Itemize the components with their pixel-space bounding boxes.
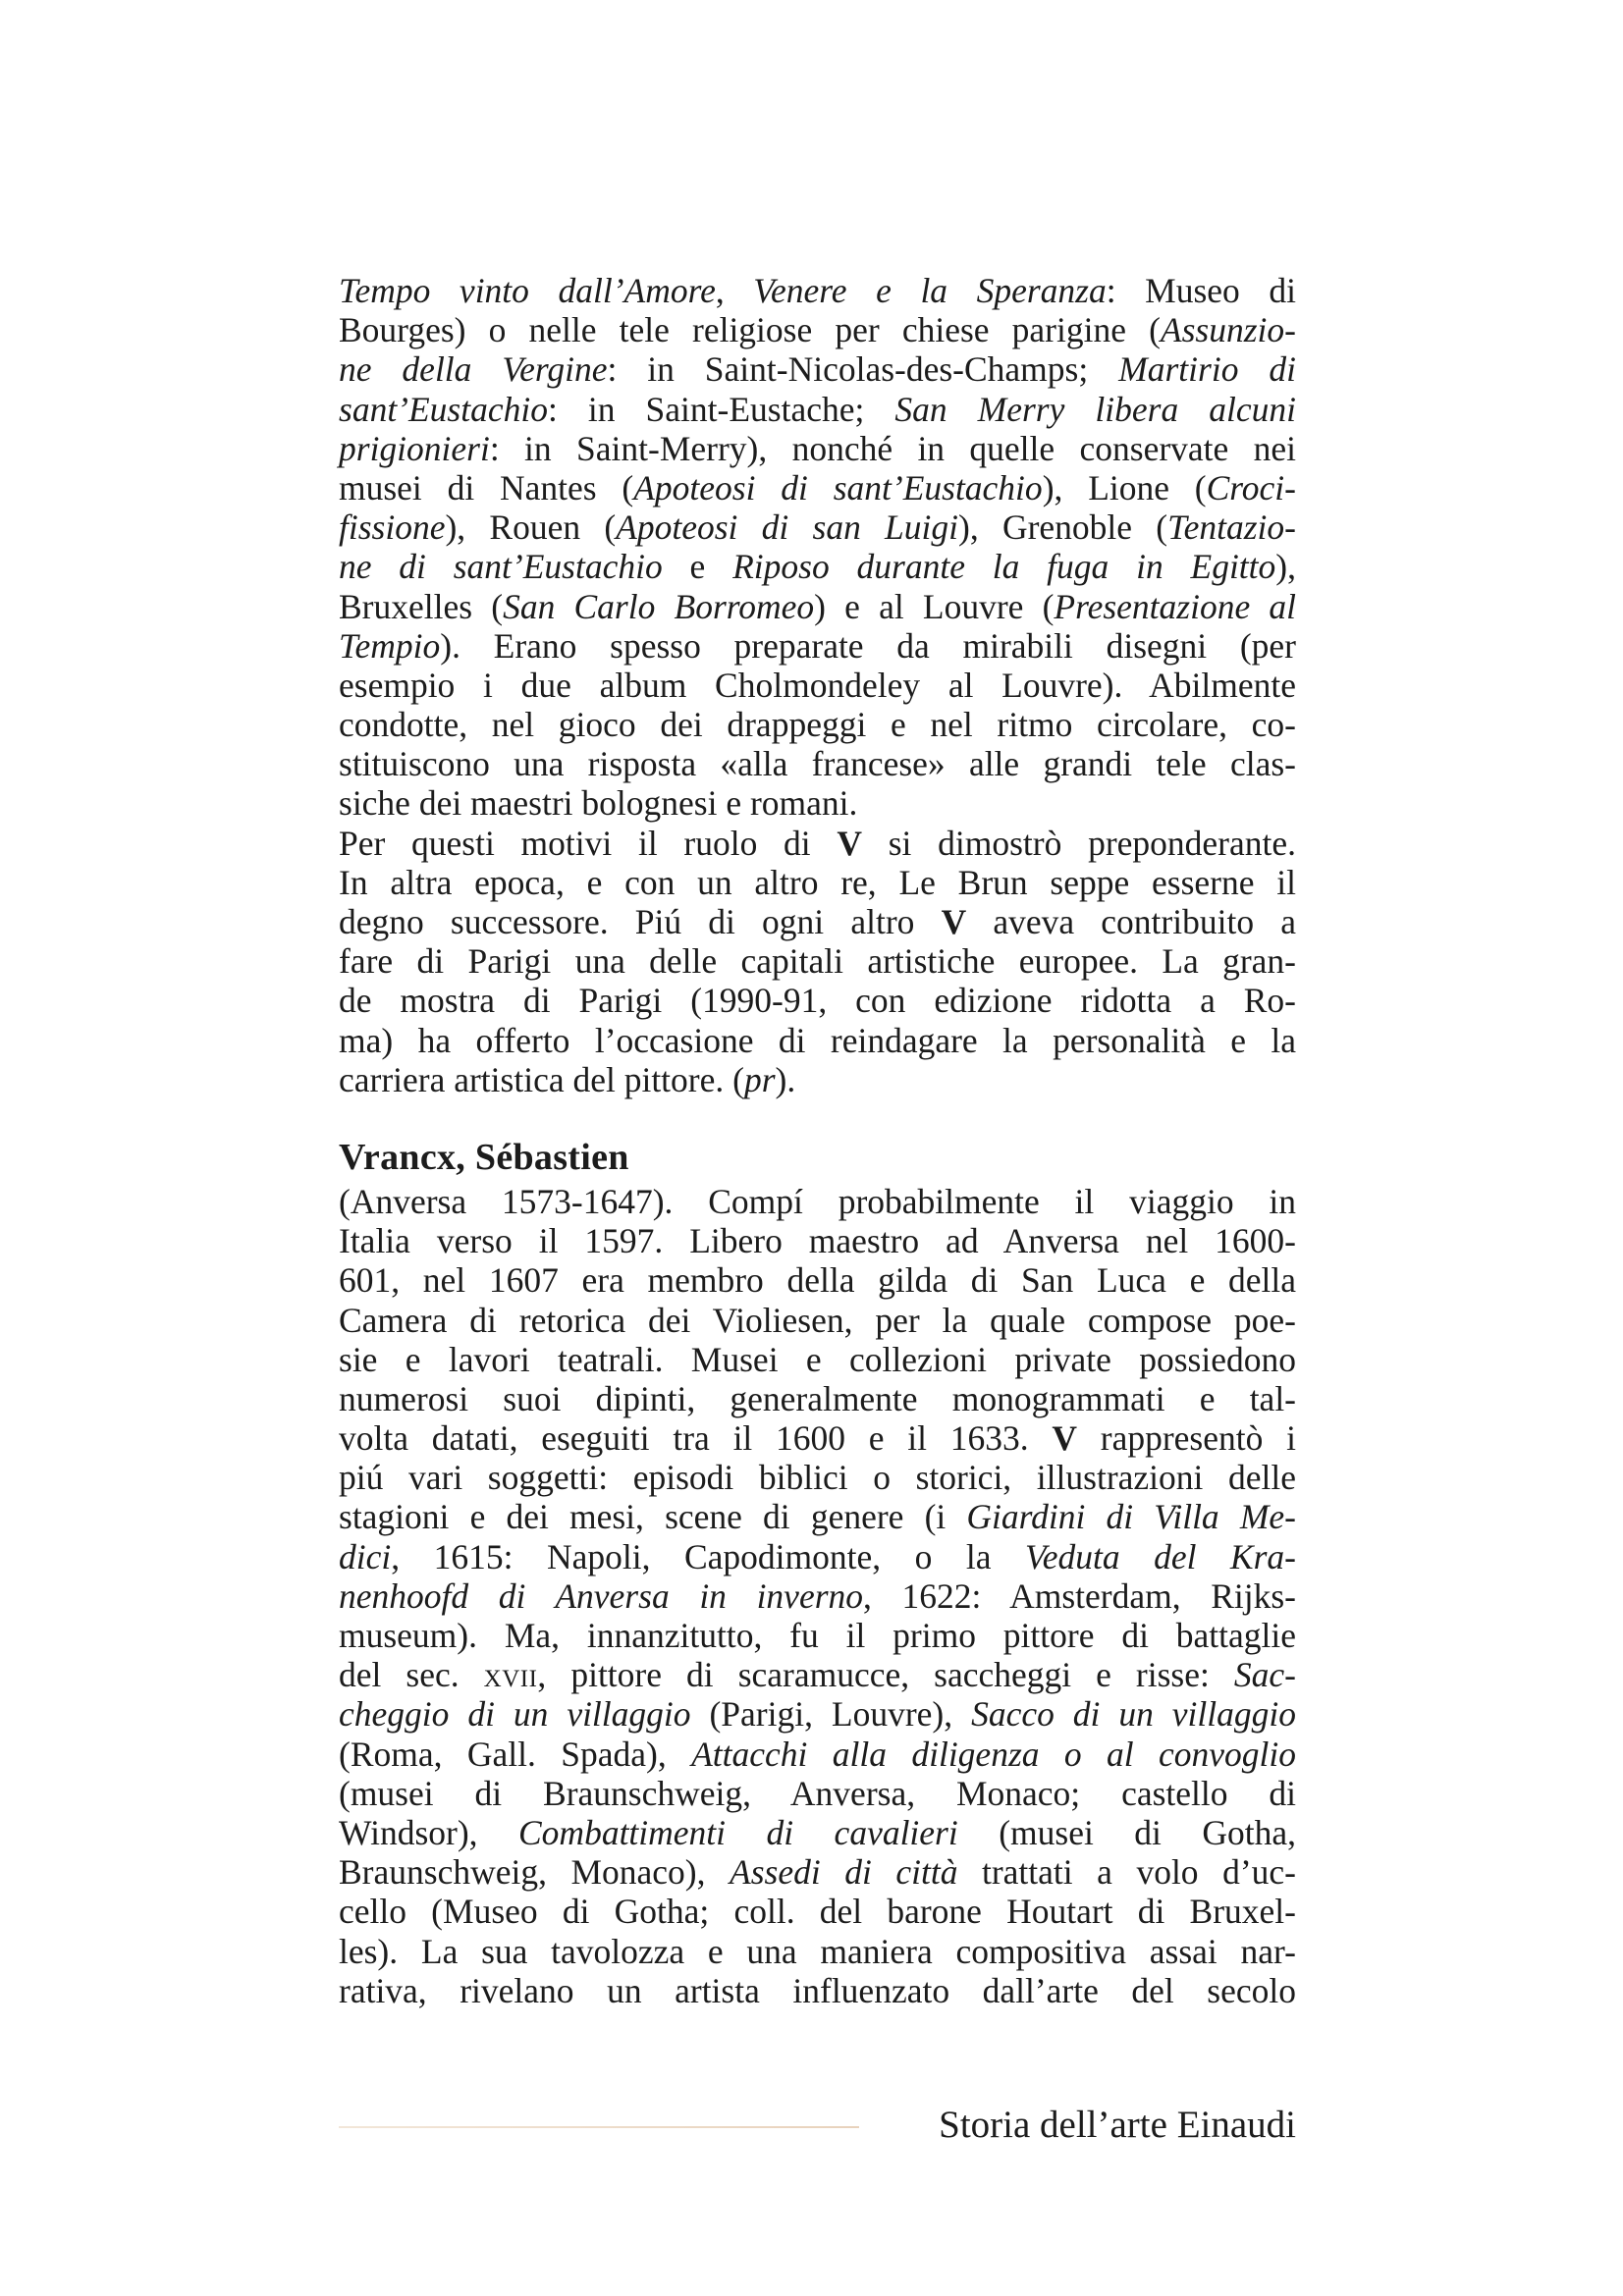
text-run: Bruxelles ( xyxy=(339,586,504,626)
text-line xyxy=(339,310,1296,349)
italic-run: Presentazione al xyxy=(1054,586,1297,626)
text-line xyxy=(339,1221,1296,1260)
text-line xyxy=(339,981,1296,1020)
text-run: musei di Nantes ( xyxy=(339,467,634,507)
text-run: museum). Ma, innanzitutto, fu il primo pittore di battaglie xyxy=(339,1616,1296,1655)
italic-run: Giardini di Villa Me- xyxy=(966,1497,1296,1537)
text-line xyxy=(339,1021,1296,1060)
bold-run: V xyxy=(837,823,863,863)
italic-run: Martirio di xyxy=(1118,349,1296,390)
italic-run: dici xyxy=(339,1536,392,1576)
text-run: : in Saint-Merry), nonché in quelle conservate nei xyxy=(489,428,1296,468)
text-run: Italia verso il 1597. Libero maestro ad Anversa nel 1600- xyxy=(339,1221,1296,1261)
text-run: degno successore. Piú di ogni altro xyxy=(339,902,942,941)
text-line xyxy=(339,666,1296,705)
text-run: cello (Museo di Gotha; coll. del barone Houtart di Bruxel- xyxy=(339,1892,1296,1932)
text-line xyxy=(339,1655,1296,1694)
text-run: , pittore di scaramucce, saccheggi e risse: xyxy=(537,1655,1234,1695)
text-run: ), Rouen ( xyxy=(445,507,617,548)
italic-run: fissione xyxy=(339,507,446,548)
text-run: condotte, nel gioco dei drappeggi e nel ritmo circolare, co- xyxy=(339,705,1296,745)
text-line xyxy=(339,705,1296,744)
entry-title: Vrancx, Sébastien xyxy=(339,1136,629,1178)
smallcaps-run: xvii xyxy=(483,1655,538,1695)
text-line xyxy=(339,863,1296,902)
text-run: ). Erano spesso preparate da mirabili disegni (per xyxy=(440,625,1296,666)
text-line xyxy=(339,744,1296,783)
text-line xyxy=(339,587,1296,626)
italic-run: Combattimenti di cavalieri xyxy=(518,1812,958,1852)
text-run: ). xyxy=(775,1059,796,1099)
text-run: (Roma, Gall. Spada), xyxy=(339,1734,692,1774)
text-line xyxy=(339,1060,1296,1099)
text-line xyxy=(339,1182,1296,1221)
italic-run: Apoteosi di sant’Eustachio xyxy=(633,467,1043,507)
text-line xyxy=(339,547,1296,586)
text-line xyxy=(339,1301,1296,1340)
text-line xyxy=(339,1616,1296,1655)
italic-run: nenhoofd di Anversa in inverno xyxy=(339,1575,864,1616)
text-run: Bourges) o nelle tele religiose per chiese parigine ( xyxy=(339,310,1161,350)
italic-run: prigionieri xyxy=(339,428,490,468)
text-run: piú vari soggetti: episodi biblici o storici, illustrazioni delle xyxy=(339,1458,1296,1498)
text-line xyxy=(339,1576,1296,1616)
text-run: aveva contribuito a xyxy=(966,902,1297,941)
text-line xyxy=(339,1813,1296,1852)
italic-run: Tempo vinto dall’Amore xyxy=(339,271,716,310)
text-run: carriera artistica del pittore. ( xyxy=(339,1059,744,1099)
italic-run: Sac- xyxy=(1233,1655,1296,1695)
paragraph-continuation xyxy=(339,271,1296,824)
text-run: ma) ha offerto l’occasione di reindagare la personalità e la xyxy=(339,1020,1296,1060)
italic-run: Venere e la Speranza xyxy=(753,271,1107,310)
text-line xyxy=(339,1418,1296,1458)
paragraph-conclusion xyxy=(339,824,1296,1099)
footer-rule xyxy=(339,2126,859,2128)
italic-run: pr xyxy=(743,1059,776,1099)
text-line xyxy=(339,1774,1296,1813)
text-run: stituiscono una risposta «alla francese» alle grandi tele clas- xyxy=(339,744,1296,784)
text-run: rappresentò i xyxy=(1077,1418,1296,1459)
bold-run: V xyxy=(1052,1418,1078,1459)
text-line xyxy=(339,271,1296,310)
text-run: : Museo di xyxy=(1106,271,1296,310)
text-run: esempio i due album Cholmondeley al Louvre). Abilmente xyxy=(339,665,1296,705)
text-run: Per questi motivi il ruolo di xyxy=(339,823,838,863)
text-line xyxy=(339,902,1296,941)
text-run: fare di Parigi una delle capitali artistiche europee. La gran- xyxy=(339,941,1296,982)
text-run: del sec. xyxy=(339,1655,484,1695)
text-run: ), Lione ( xyxy=(1042,467,1207,507)
text-run: , 1615: Napoli, Capodimonte, o la xyxy=(391,1536,1025,1576)
text-run: e xyxy=(662,547,733,587)
text-line xyxy=(339,1852,1296,1892)
italic-run: cheggio di un villaggio xyxy=(339,1694,691,1735)
text-line xyxy=(339,1932,1296,1971)
italic-run: Croci- xyxy=(1206,467,1296,507)
text-run: (musei di Gotha, xyxy=(957,1812,1296,1852)
text-run: ), Grenoble ( xyxy=(958,507,1168,548)
italic-run: San Merry libera alcuni xyxy=(894,389,1296,429)
text-line xyxy=(339,429,1296,468)
text-run: (Parigi, Louvre), xyxy=(690,1694,972,1735)
text-line xyxy=(339,1537,1296,1576)
text-run: Windsor), xyxy=(339,1812,518,1852)
footer-title: Storia dell’arte Einaudi xyxy=(939,2104,1296,2146)
italic-run: Assedi di città xyxy=(730,1852,958,1893)
italic-run: Tentazio- xyxy=(1167,507,1296,548)
text-run: Camera di retorica dei Violiesen, per la quale compose poe- xyxy=(339,1300,1296,1340)
italic-run: Apoteosi di san Luigi xyxy=(616,507,959,548)
text-line xyxy=(339,349,1296,389)
text-line xyxy=(339,783,1296,823)
italic-run: ne della Vergine xyxy=(339,349,608,390)
italic-run: Veduta del Kra- xyxy=(1024,1536,1296,1576)
text-line xyxy=(339,1892,1296,1931)
text-run: 601, nel 1607 era membro della gilda di San Luca e della xyxy=(339,1260,1296,1301)
text-run: : in Saint-Eustache; xyxy=(547,389,895,429)
page-body xyxy=(339,271,1296,2010)
italic-run: Attacchi alla diligenza o al convoglio xyxy=(691,1734,1296,1774)
text-run: stagioni e dei mesi, scene di genere (i xyxy=(339,1497,967,1537)
text-run: si dimostrò preponderante. xyxy=(862,823,1296,863)
text-line xyxy=(339,507,1296,547)
italic-run: sant’Eustachio xyxy=(339,389,548,429)
italic-run: Tempio xyxy=(339,625,441,666)
text-run: sie e lavori teatrali. Musei e collezioni private possiedono xyxy=(339,1339,1296,1379)
italic-run: San Carlo Borromeo xyxy=(503,586,815,626)
text-run: siche dei maestri bolognesi e romani. xyxy=(339,783,858,824)
text-run: ), xyxy=(1275,547,1296,587)
entry-text xyxy=(339,1182,1296,2010)
text-line xyxy=(339,1971,1296,2010)
text-run: les). La sua tavolozza e una maniera compositiva assai nar- xyxy=(339,1931,1296,1971)
text-run: rativa, rivelano un artista influenzato dall’arte del secolo xyxy=(339,1970,1296,2010)
text-line xyxy=(339,626,1296,666)
text-run: , 1622: Amsterdam, Rijks- xyxy=(863,1575,1296,1616)
text-run: de mostra di Parigi (1990-91, con edizione ridotta a Ro- xyxy=(339,981,1296,1021)
italic-run: ne di sant’Eustachio xyxy=(339,547,663,587)
text-run: Braunschweig, Monaco), xyxy=(339,1852,730,1893)
text-line xyxy=(339,1340,1296,1379)
text-run: volta datati, eseguiti tra il 1600 e il 1633. xyxy=(339,1418,1053,1459)
text-run: , xyxy=(715,271,754,310)
text-line xyxy=(339,1458,1296,1497)
text-line xyxy=(339,1497,1296,1536)
text-run: In altra epoca, e con un altro re, Le Brun seppe esserne il xyxy=(339,862,1296,902)
italic-run: Riposo durante la fuga in Egitto xyxy=(732,547,1276,587)
text-run: (Anversa 1573-1647). Compí probabilmente il viaggio in xyxy=(339,1181,1296,1221)
bold-run: V xyxy=(941,902,967,941)
text-line xyxy=(339,1694,1296,1734)
text-run: trattati a volo d’uc- xyxy=(957,1852,1296,1893)
text-line xyxy=(339,824,1296,863)
text-run: (musei di Braunschweig, Anversa, Monaco; castello di xyxy=(339,1773,1296,1813)
text-line xyxy=(339,1735,1296,1774)
text-run: : in Saint-Nicolas-des-Champs; xyxy=(607,349,1119,390)
text-line xyxy=(339,1260,1296,1300)
text-run: numerosi suoi dipinti, generalmente monogrammati e tal- xyxy=(339,1378,1296,1418)
italic-run: Sacco di un villaggio xyxy=(971,1694,1296,1735)
italic-run: Assunzio- xyxy=(1160,310,1296,350)
text-line xyxy=(339,468,1296,507)
text-line xyxy=(339,390,1296,429)
text-line xyxy=(339,1379,1296,1418)
page-footer xyxy=(339,2101,1296,2150)
text-line xyxy=(339,941,1296,981)
text-run: ) e al Louvre ( xyxy=(814,586,1055,626)
